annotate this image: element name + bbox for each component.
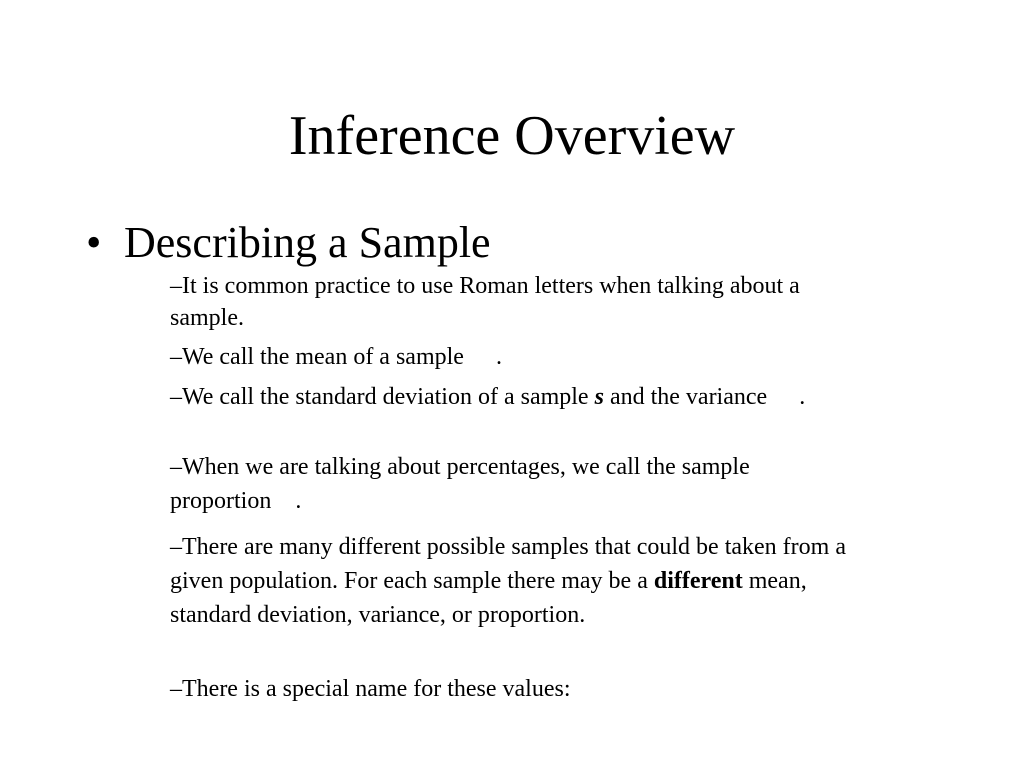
subpoint-samples-text: –There are many different possible samples that could be taken from a given population. For each sample there may be a xyxy=(170,534,846,594)
subpoint-sd-variance-text: and the variance xyxy=(603,384,768,410)
subpoint-sample-proportion xyxy=(170,450,850,518)
subpoint-samples-end-text: mean, standard deviation, variance, or proportion. xyxy=(170,568,807,628)
subpoint-roman-letters: –It is common practice to use Roman letters when talking about a sample. xyxy=(170,273,800,331)
subpoint-sample-mean-text: –We call the mean of a sample xyxy=(170,344,464,370)
subpoint-proportion-text: –When we are talking about percentages, we call the sample proportion xyxy=(170,454,750,514)
main-bullet xyxy=(86,216,491,270)
subpoint-sample-mean-period: . xyxy=(495,344,502,370)
slide-title: Inference Overview xyxy=(288,105,736,167)
subpoint-special-name: –There is a special name for these values: xyxy=(170,676,571,702)
subpoint-sd-text: –We call the standard deviation of a sample xyxy=(170,384,595,410)
subpoint-variance-period: . xyxy=(799,384,806,410)
subpoint-proportion-period: . xyxy=(295,488,302,514)
main-bullet-text: Describing a Sample xyxy=(124,218,491,267)
sd-symbol-s: s xyxy=(594,384,604,410)
subpoint-sample-mean xyxy=(170,341,850,373)
emphasis-different: different xyxy=(653,568,743,594)
bullet-marker: • xyxy=(86,218,102,267)
subpoint-different-samples xyxy=(170,530,850,632)
subpoint-standard-deviation xyxy=(170,382,850,412)
